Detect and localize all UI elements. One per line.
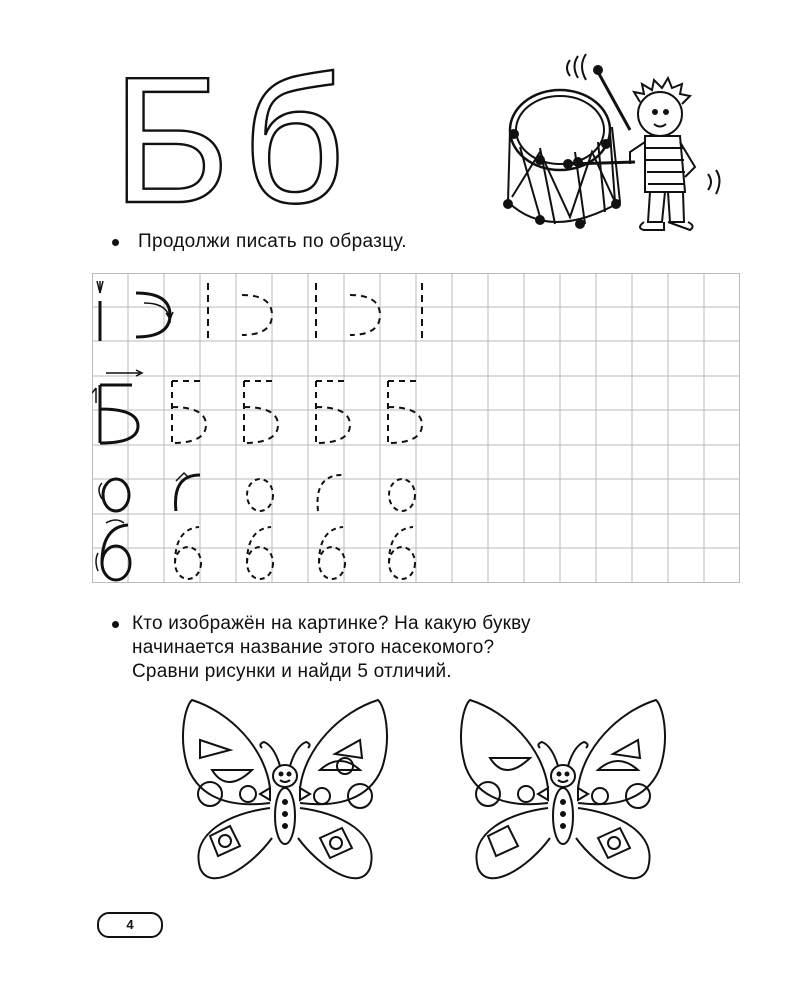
butterfly-right-illustration bbox=[448, 698, 678, 898]
question-line-1: Кто изображён на картинке? На какую букву bbox=[132, 613, 531, 634]
butterfly-left-illustration bbox=[170, 698, 400, 898]
writing-practice-grid bbox=[92, 273, 740, 583]
instruction-bullet bbox=[112, 230, 512, 254]
practice-row-stem-bowl bbox=[97, 281, 422, 341]
page-number-badge: 4 bbox=[97, 912, 163, 938]
question-line-3: Сравни рисунки и найди 5 отличий. bbox=[132, 661, 452, 682]
boy-with-drum-illustration bbox=[480, 52, 740, 232]
practice-row-lowercase bbox=[96, 520, 415, 580]
bullet-dot bbox=[112, 239, 119, 246]
big-lowercase-letter: б bbox=[242, 52, 346, 222]
big-uppercase-letter: Б bbox=[112, 52, 231, 222]
practice-row-uppercase bbox=[92, 370, 422, 443]
question-text bbox=[132, 612, 531, 684]
grid-lines bbox=[92, 273, 740, 583]
instruction-text: Продолжи писать по образцу. bbox=[138, 231, 407, 252]
question-bullet-dot bbox=[112, 621, 119, 628]
question-line-2: начинается название этого насекомого? bbox=[132, 637, 495, 658]
big-letter-header bbox=[112, 52, 372, 222]
